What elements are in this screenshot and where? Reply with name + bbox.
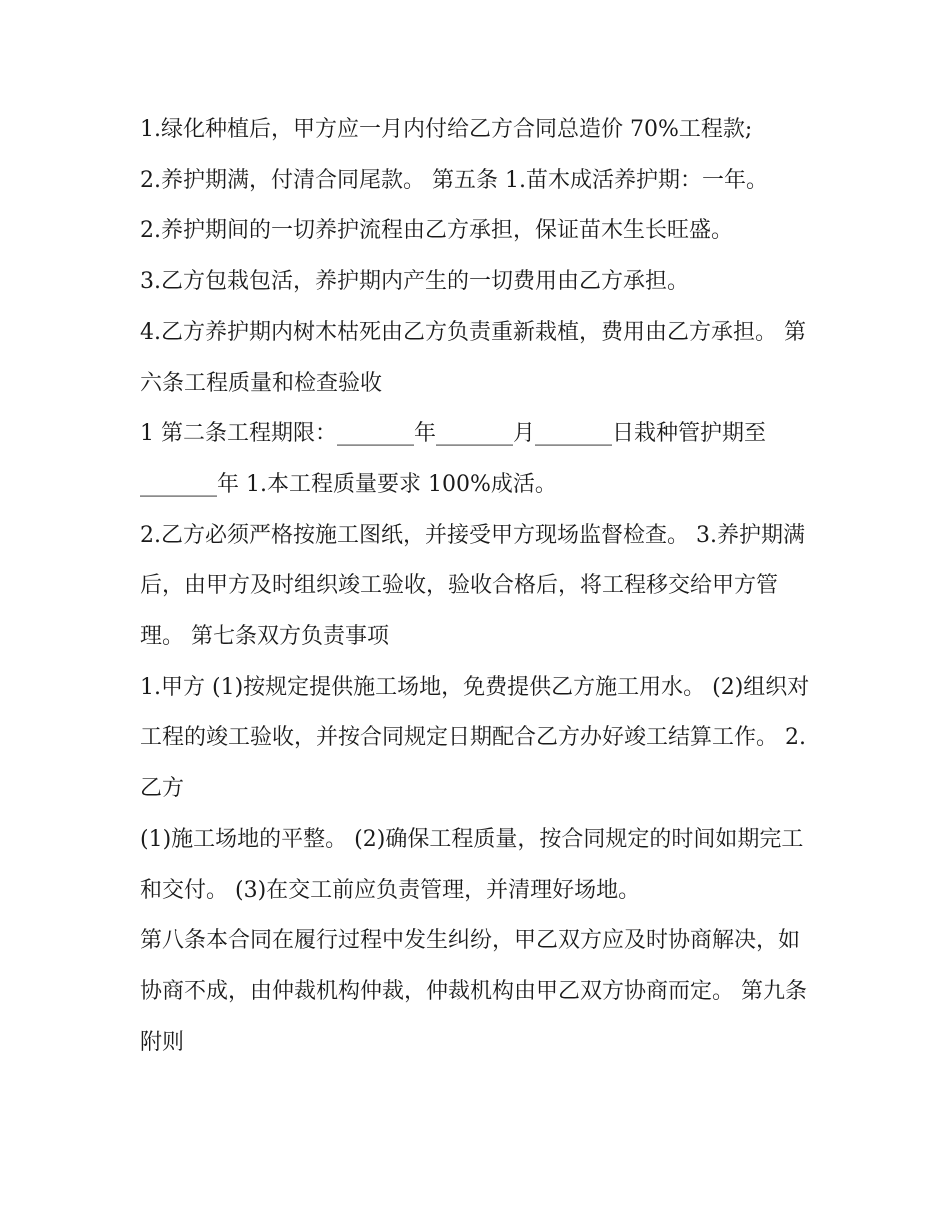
paragraph-party-a: 1.甲方 (1)按规定提供施工场地，免费提供乙方施工用水。 (2)组织对工程的竣工验收，并按合同规定日期配合乙方办好竣工结算工作。 2.乙方: [140, 674, 810, 802]
paragraph-maintenance-4: 4.乙方养护期内树木枯死由乙方负责重新栽植，费用由乙方承担。 第六条工程质量和检查验收: [140, 319, 806, 396]
paragraph-party-b: (1)施工场地的平整。 (2)确保工程质量，按合同规定的时间如期完工和交付。 (3)在交工前应负责管理，并清理好场地。: [140, 826, 804, 903]
paragraph-dispute: 第八条本合同在履行过程中发生纠纷，甲乙双方应及时协商解决，如协商不成，由仲裁机构仲裁，仲裁机构由甲乙双方协商而定。 第九条附则: [140, 928, 807, 1055]
paragraph-maintenance-2: 2.养护期间的一切养护流程由乙方承担，保证苗木生长旺盛。: [140, 218, 733, 244]
paragraph-quality-2: 2.乙方必须严格按施工图纸，并接受甲方现场监督检查。 3.养护期满后，由甲方及时组织竣工验收，验收合格后，将工程移交给甲方管理。 第七条双方负责事项: [140, 522, 805, 650]
paragraph-payment-1: 1.绿化种植后，甲方应一月内付给乙方合同总造价 70%工程款;: [140, 117, 753, 142]
paragraph-payment-2: 2.养护期满，付清合同尾款。 第五条 1.苗木成活养护期：一年。: [140, 167, 768, 193]
document-body: [140, 105, 820, 1068]
paragraph-maintenance-3: 3.乙方包栽包活，养护期内产生的一切费用由乙方承担。: [140, 269, 689, 295]
paragraph-schedule: 1 第二条工程期限：_______年_______月_______日栽种管护期至_______年 1.本工程质量要求 100%成活。: [140, 421, 766, 497]
